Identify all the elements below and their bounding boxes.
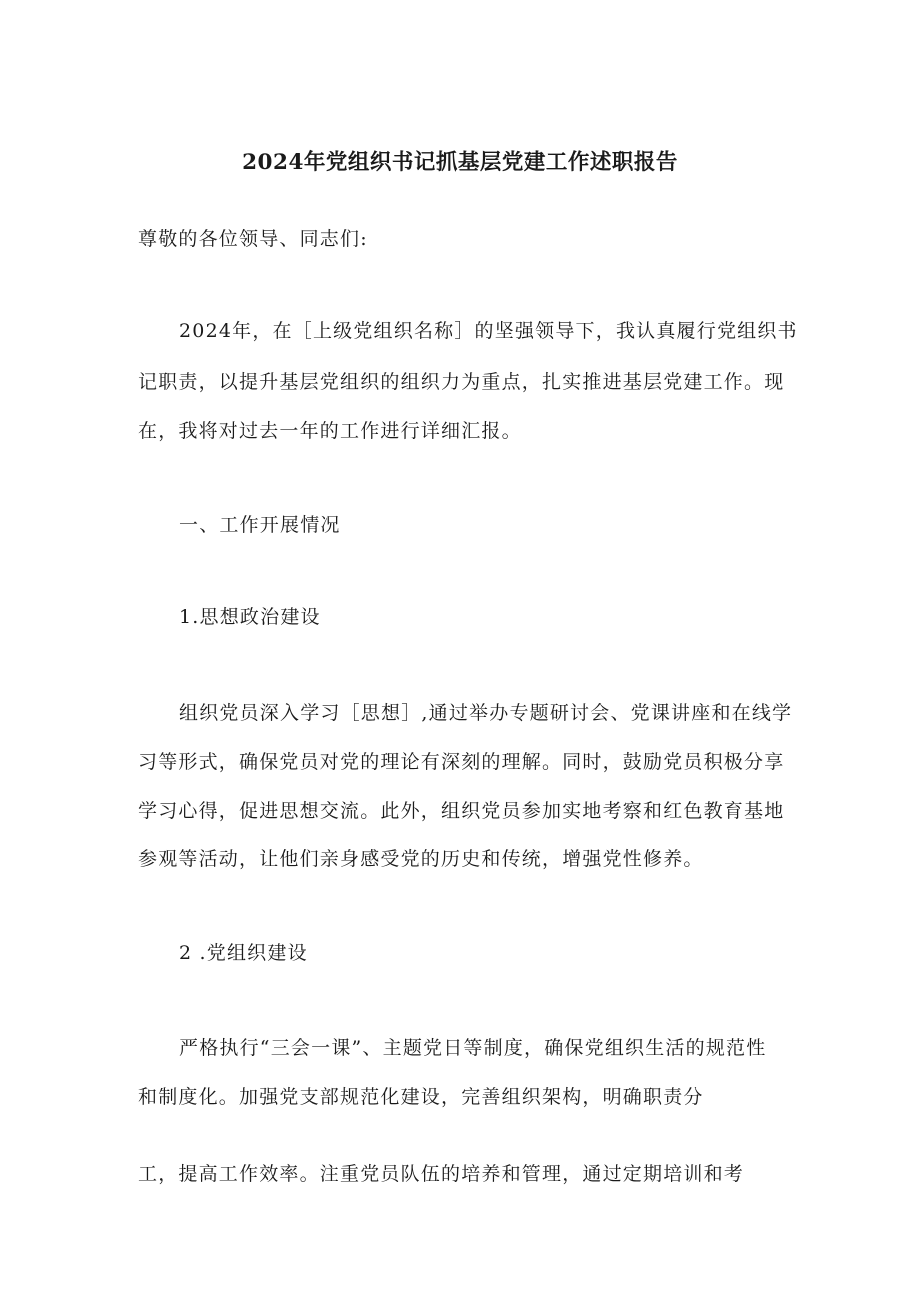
intro-line-1: 2024年，在［上级党组织名称］的坚强领导下，我认真履行党组织书 [179,320,798,342]
subsection-1-line-4: 参观等活动，让他们亲身感受党的历史和传统，增强党性修养。 [138,848,704,870]
subsection-heading-1: 1.思想政治建设 [179,606,321,628]
salutation: 尊敬的各位领导、同志们: [138,228,368,250]
subsection-2-line-1: 严格执行“三会一课”、主题党日等制度，确保党组织生活的规范性 [179,1037,767,1059]
intro-line-2: 记职责，以提升基层党组织的组织力为重点，扎实推进基层党建工作。现 [138,371,785,393]
subsection-2-line-3: 工，提高工作效率。注重党员队伍的培养和管理，通过定期培训和考 [138,1163,745,1185]
subsection-2-line-2: 和制度化。加强党支部规范化建设，完善组织架构，明确职责分 [138,1086,704,1108]
subsection-1-line-1: 组织党员深入学习［思想］,通过举办专题研讨会、党课讲座和在线学 [179,702,793,724]
subsection-1-line-2: 习等形式，确保党员对党的理论有深刻的理解。同时，鼓励党员积极分享 [138,751,785,773]
subsection-heading-2: 2 .党组织建设 [179,942,308,964]
document-title: 2024年党组织书记抓基层党建工作述职报告 [242,150,678,175]
intro-line-3: 在，我将对过去一年的工作进行详细汇报。 [138,420,522,442]
subsection-1-line-3: 学习心得，促进思想交流。此外，组织党员参加实地考察和红色教育基地 [138,800,785,822]
section-heading: 一、工作开展情况 [179,514,341,536]
